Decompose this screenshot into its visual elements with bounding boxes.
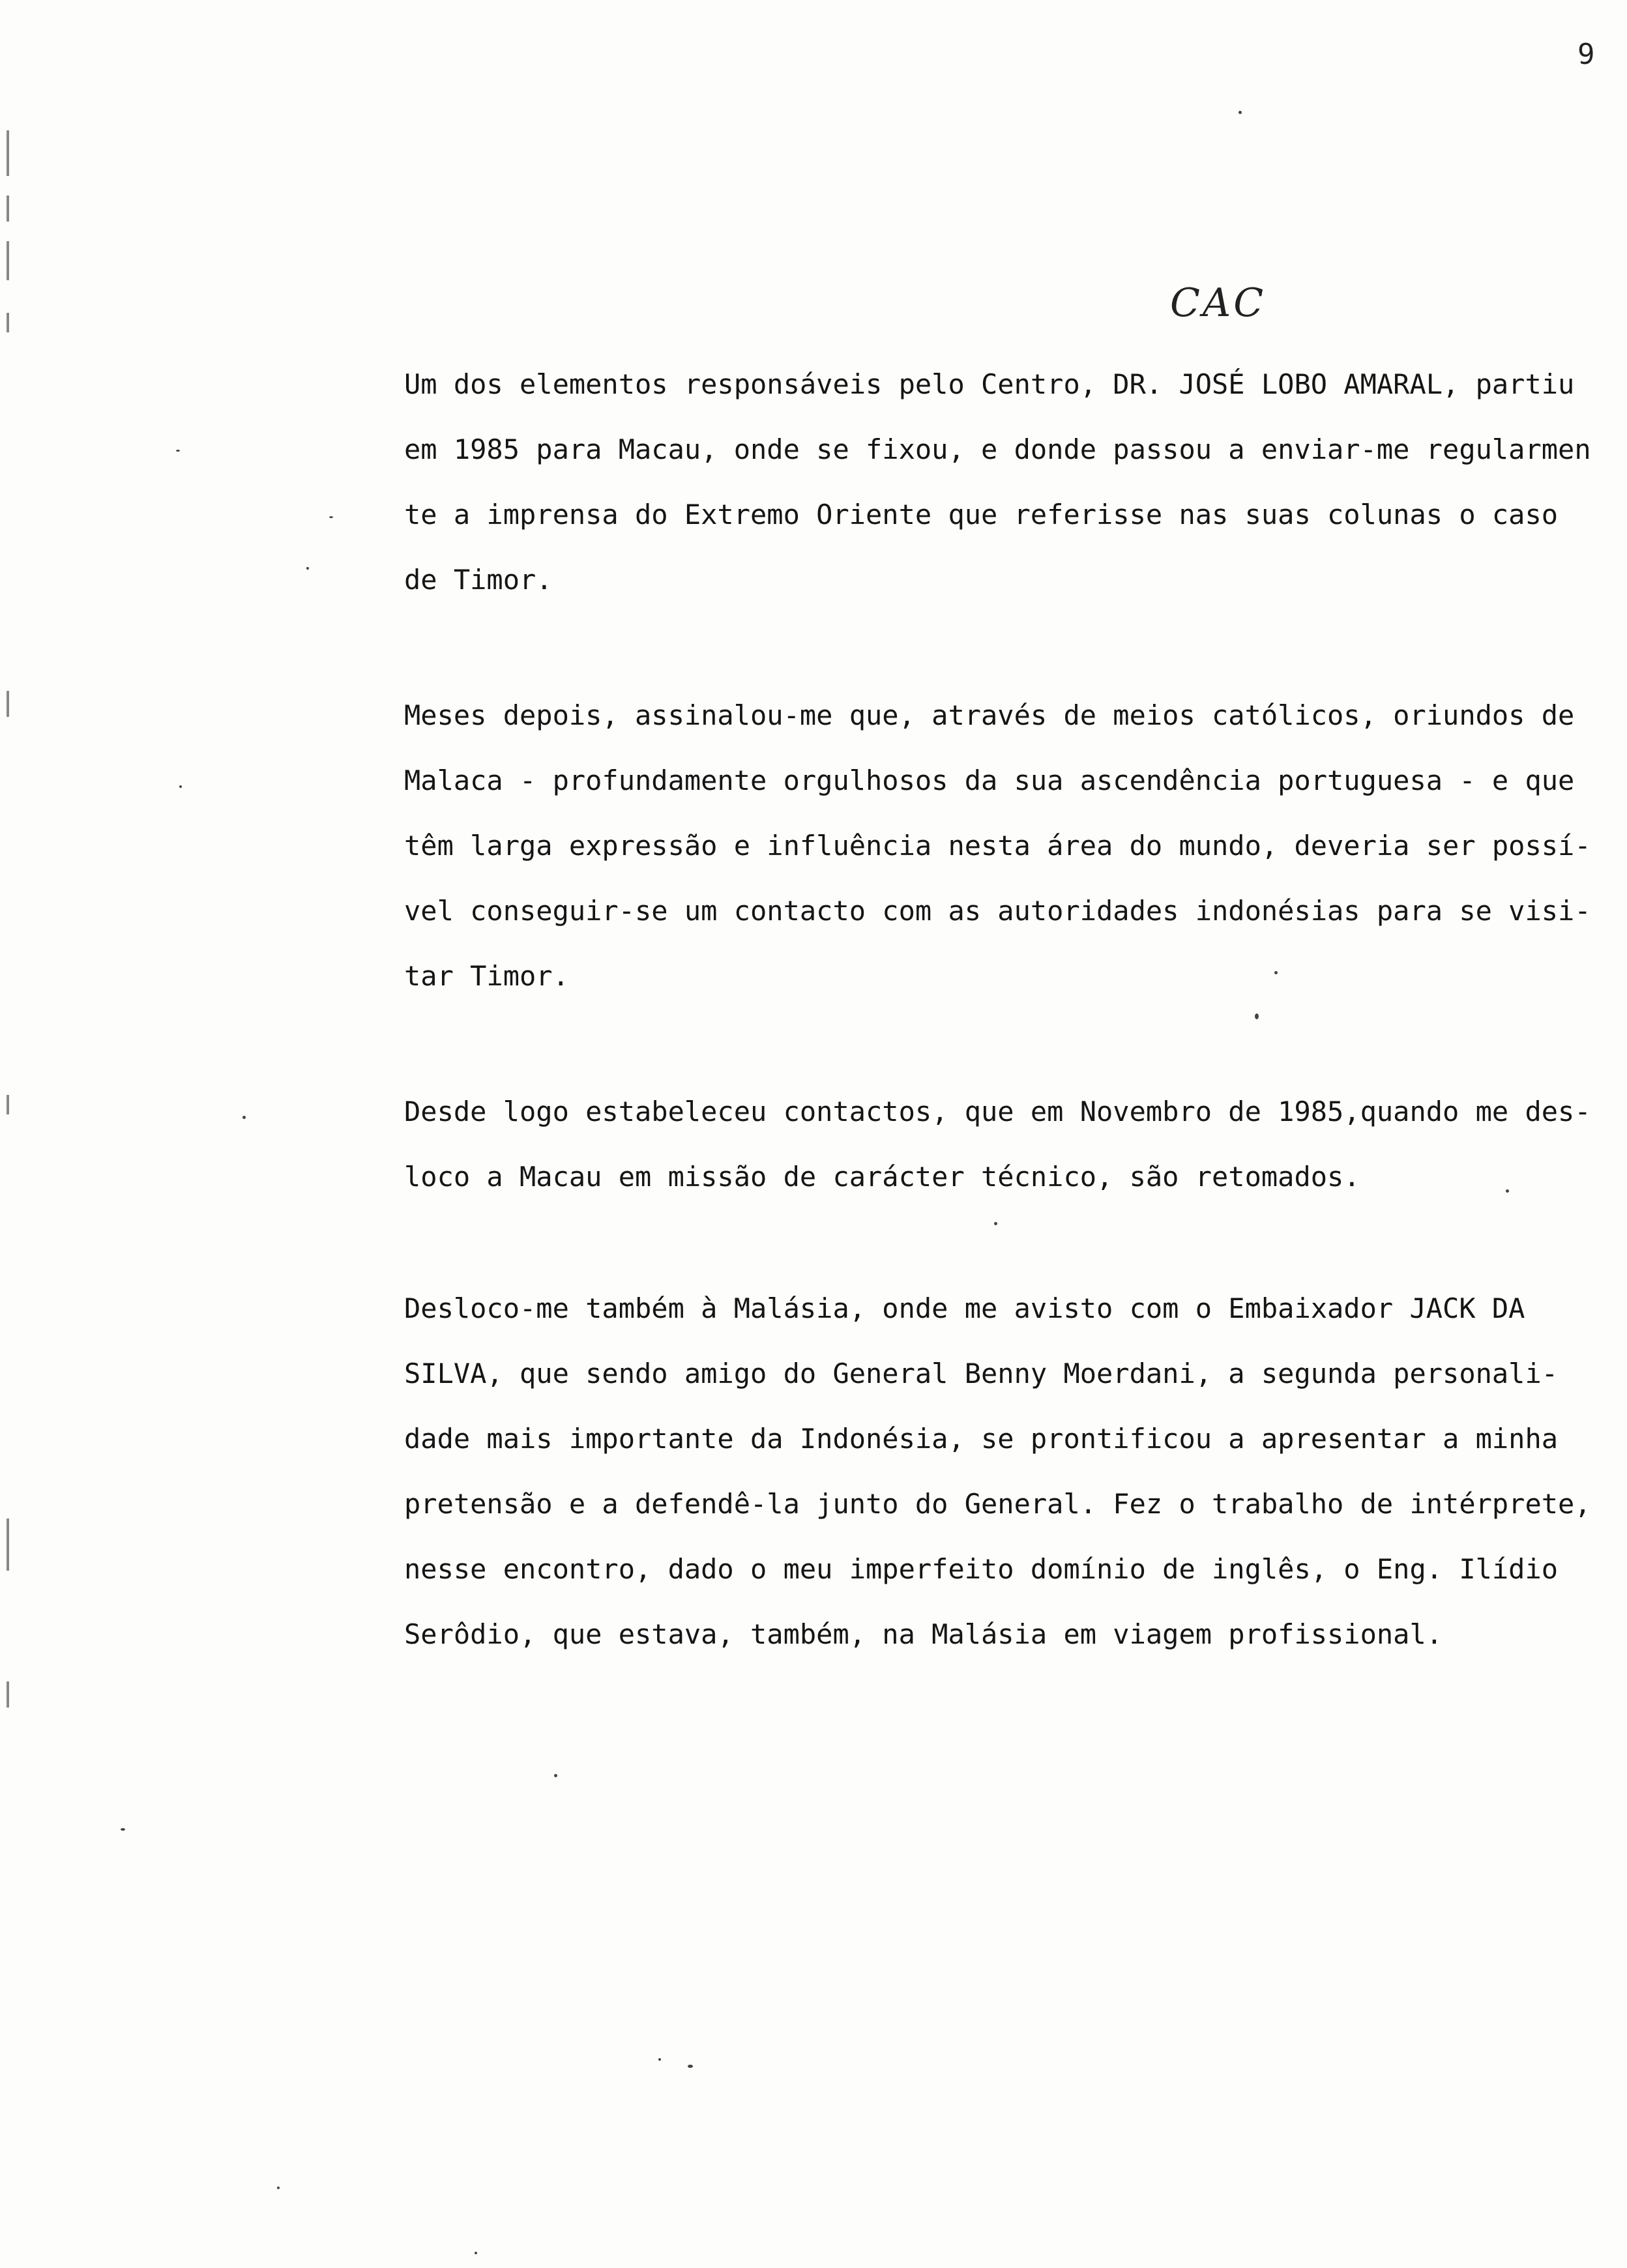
paragraph-2 — [404, 683, 1591, 1009]
text-line: pretensão e a defendê-la junto do General. Fez o trabalho de intérprete, — [404, 1488, 1591, 1520]
text-line: SILVA, que sendo amigo do General Benny Moerdani, a segunda personali- — [404, 1358, 1559, 1389]
text-line: te a imprensa do Extremo Oriente que referisse nas suas colunas o caso — [404, 499, 1559, 531]
text-line: Desloco-me também à Malásia, onde me avisto com o Embaixador JACK DA — [404, 1292, 1525, 1324]
text-line: dade mais importante da Indonésia, se prontificou a apresentar a minha — [404, 1423, 1559, 1455]
text-line: vel conseguir-se um contacto com as autoridades indonésias para se visi- — [404, 895, 1591, 927]
paragraph-1 — [404, 352, 1591, 613]
text-line: Malaca - profundamente orgulhosos da sua ascendência portuguesa - e que — [404, 764, 1575, 796]
text-line: têm larga expressão e influência nesta área do mundo, deveria ser possí- — [404, 830, 1591, 862]
text-line: nesse encontro, dado o meu imperfeito domínio de inglês, o Eng. Ilídio — [404, 1553, 1559, 1585]
page-number: 9 — [1577, 38, 1595, 71]
text-line: em 1985 para Macau, onde se fixou, e donde passou a enviar-me regularmen — [404, 433, 1591, 465]
paragraph-3 — [404, 1079, 1591, 1210]
scan-edge-marks — [0, 117, 16, 1747]
handwritten-annotation: CAC — [1170, 280, 1267, 326]
text-line: tar Timor. — [404, 960, 569, 992]
text-line: Serôdio, que estava, também, na Malásia em viagem profissional. — [404, 1618, 1443, 1650]
text-line: Desde logo estabeleceu contactos, que em Novembro de 1985,quando me des- — [404, 1096, 1591, 1127]
text-line: loco a Macau em missão de carácter técnico, são retomados. — [404, 1161, 1360, 1193]
paragraph-4 — [404, 1276, 1591, 1667]
text-line: Um dos elementos responsáveis pelo Centro, DR. JOSÉ LOBO AMARAL, partiu — [404, 368, 1575, 400]
text-line: Meses depois, assinalou-me que, através de meios católicos, oriundos de — [404, 699, 1575, 731]
text-line: de Timor. — [404, 564, 553, 596]
